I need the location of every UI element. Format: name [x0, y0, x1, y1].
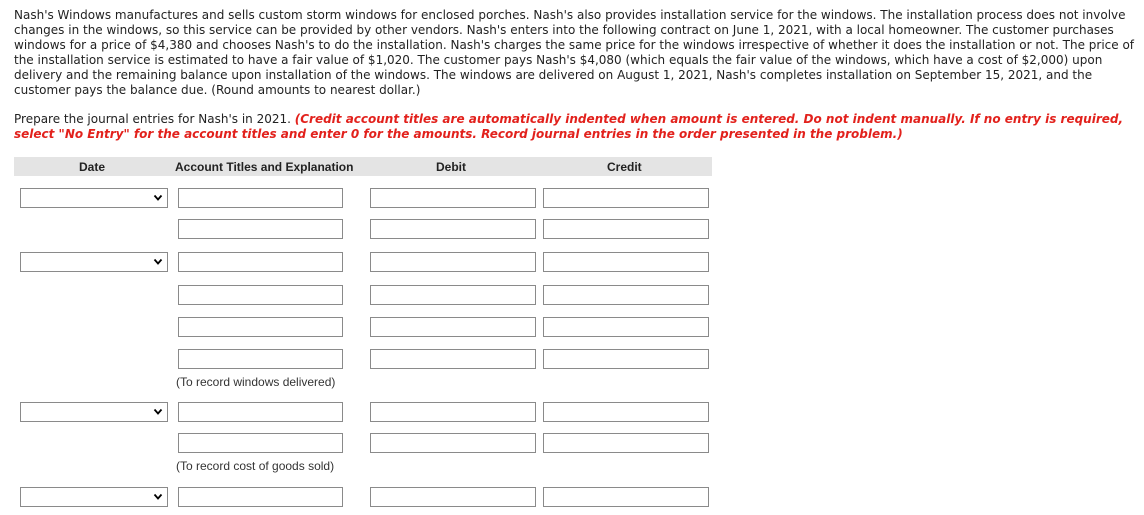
header-credit: Credit	[607, 160, 642, 174]
date-select-1[interactable]	[20, 188, 168, 208]
credit-input-3-2[interactable]	[543, 433, 709, 453]
account-input-2-4[interactable]	[178, 349, 343, 369]
account-input-3-2[interactable]	[178, 433, 343, 453]
credit-input-3-1[interactable]	[543, 402, 709, 422]
date-select-4[interactable]	[20, 487, 168, 507]
header-account-titles: Account Titles and Explanation	[175, 160, 354, 174]
account-input-2-1[interactable]	[178, 252, 343, 272]
credit-input-1-1[interactable]	[543, 188, 709, 208]
date-select-2[interactable]	[20, 252, 168, 272]
instructions-lead: Prepare the journal entries for Nash's in 2021.	[14, 112, 295, 126]
credit-input-2-2[interactable]	[543, 285, 709, 305]
instructions-note: (Credit account titles are automatically indented when amount is entered. Do not indent manually. If no entry is required, select "No Entry" for the account titles and enter 0 for the amounts. Record journal entries in the order presented in the problem.)	[14, 112, 1124, 141]
account-input-4-1[interactable]	[178, 487, 343, 507]
debit-input-2-1[interactable]	[370, 252, 536, 272]
header-date: Date	[79, 160, 106, 174]
chevron-down-icon	[153, 191, 163, 205]
credit-input-4-1[interactable]	[543, 487, 709, 507]
date-select-3[interactable]	[20, 402, 168, 422]
instructions	[14, 112, 1136, 142]
account-input-2-3[interactable]	[178, 317, 343, 337]
header-debit: Debit	[436, 160, 466, 174]
note-cost-of-goods-sold: (To record cost of goods sold)	[176, 459, 335, 473]
journal-table-header	[14, 157, 712, 176]
debit-input-4-1[interactable]	[370, 487, 536, 507]
note-windows-delivered: (To record windows delivered)	[176, 375, 336, 389]
debit-input-1-2[interactable]	[370, 219, 536, 239]
debit-input-3-2[interactable]	[370, 433, 536, 453]
chevron-down-icon	[153, 255, 163, 269]
chevron-down-icon	[153, 490, 163, 504]
debit-input-2-2[interactable]	[370, 285, 536, 305]
credit-input-2-3[interactable]	[543, 317, 709, 337]
account-input-3-1[interactable]	[178, 402, 343, 422]
credit-input-1-2[interactable]	[543, 219, 709, 239]
debit-input-2-4[interactable]	[370, 349, 536, 369]
problem-text: Nash's Windows manufactures and sells custom storm windows for enclosed porches. Nash's also provides installation service for the windows. The installation process does not involve changes in the windows, so this service can be provided by other vendors. Nash's enters into the following contract on June 1, 2021, with a local homeowner. The customer purchases windows for a price of $4,380 and chooses Nash's to do the installation. Nash's charges the same price for the windows irrespective of whether it does the installation or not. The price of the installation service is estimated to have a fair value of $1,020. The customer pays Nash's $4,080 (which equals the fair value of the windows, which have a cost of $2,000) upon delivery and the remaining balance upon installation of the windows. The windows are delivered on August 1, 2021, Nash's completes installation on September 15, 2021, and the customer pays the balance due. (Round amounts to nearest dollar.)	[14, 8, 1135, 97]
account-input-1-1[interactable]	[178, 188, 343, 208]
debit-input-3-1[interactable]	[370, 402, 536, 422]
credit-input-2-1[interactable]	[543, 252, 709, 272]
chevron-down-icon	[153, 405, 163, 419]
account-input-1-2[interactable]	[178, 219, 343, 239]
credit-input-2-4[interactable]	[543, 349, 709, 369]
account-input-2-2[interactable]	[178, 285, 343, 305]
debit-input-1-1[interactable]	[370, 188, 536, 208]
debit-input-2-3[interactable]	[370, 317, 536, 337]
